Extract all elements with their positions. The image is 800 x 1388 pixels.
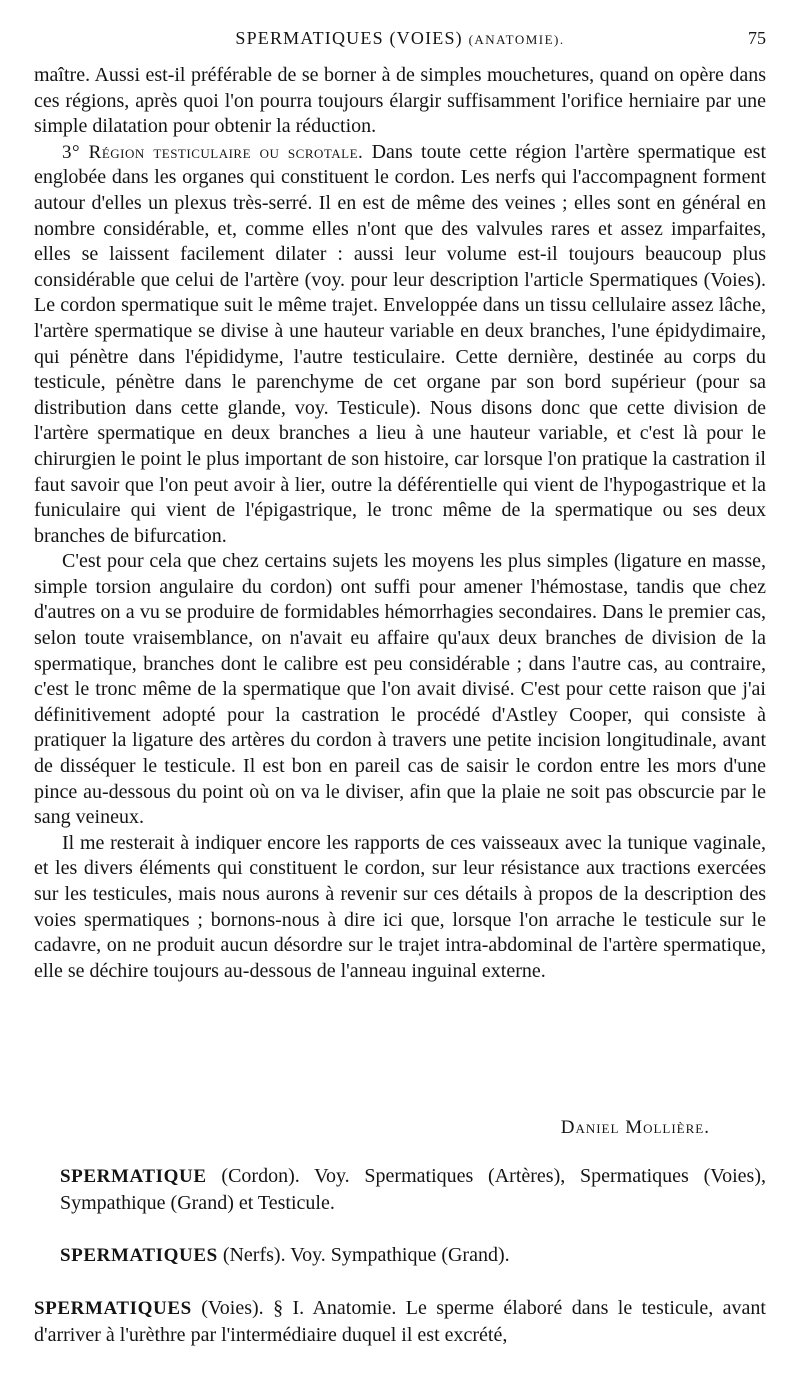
- page-number: 75: [748, 28, 766, 48]
- entry-headword: SPERMATIQUES: [34, 1298, 192, 1319]
- entry-spermatiques-voies: [34, 1295, 766, 1349]
- paragraph-3: C'est pour cela que chez certains sujets les moyens les plus simples (ligature en masse, simple torsion angulaire du cordon) ont suffi pour amener l'hémostase, tandis que chez d'autres on a vu se produire de formidables hémorrhagies secondaires. Dans le premier cas, selon toute vraisemblance, on n'avait eu affaire qu'aux deux branches de division de la spermatique, branches dont le calibre est peu considérable ; dans l'autre cas, au contraire, c'est le tronc même de la spermatique que l'on avait divisé. C'est pour cette raison que j'ai définitivement adopté pour la castration le procédé d'Astley Cooper, qui consiste à pratiquer la ligature des artères du cordon à travers une petite incision longitudinale, avant de disséquer le testicule. Il est bon en pareil cas de saisir le cordon entre les mors d'une pince au-dessous du point où on va le diviser, afin que la plaie ne soit pas obscurcie par le sang veineux.: [34, 550, 766, 829]
- entry-spermatique-cordon: [60, 1163, 766, 1217]
- entry-text: (Cordon). Voy. Spermatiques (Artères), Spermatiques (Voies), Sympathique (Grand) et Testicule.: [60, 1165, 766, 1214]
- entry-headword: SPERMATIQUE: [60, 1166, 207, 1187]
- entry-text: (Nerfs). Voy. Sympathique (Grand).: [217, 1244, 510, 1266]
- paragraph-4: Il me resterait à indiquer encore les rapports de ces vaisseaux avec la tunique vaginale, et les divers éléments qui constituent le cordon, sur leur résistance aux tractions exercées sur les testicules, mais nous aurons à revenir sur ces détails à propos de la description des voies spermatiques ; bornons-nous à dire ici que, lorsque l'on arrache le testicule sur le cadavre, on ne produit aucun désordre sur le trajet intra-abdominal de l'artère spermatique, elle se déchire toujours au-dessous de l'anneau inguinal externe.: [34, 831, 766, 982]
- paragraph-1: maître. Aussi est-il préférable de se borner à de simples mouchetures, quand on opère dans ces régions, après quoi l'on pourra toujours élargir suffisamment l'orifice herniaire par une simple dilatation pour obtenir la réduction.: [34, 64, 766, 138]
- body-text: [34, 63, 766, 984]
- entry-text: (Voies). § I. Anatomie. Le sperme élaboré dans le testicule, avant d'arriver à l'urèthre par l'intermédiaire duquel il est excrété,: [34, 1297, 766, 1346]
- author-signature: Daniel Mollière.: [560, 1117, 710, 1138]
- running-title: [34, 28, 766, 49]
- running-title-main: SPERMATIQUES (VOIES): [235, 28, 463, 48]
- entry-headword: SPERMATIQUES: [60, 1245, 218, 1266]
- section-lead: 3° Région testiculaire ou scrotale.: [62, 141, 364, 163]
- paragraph-2: 3° Région testiculaire ou scrotale. Dans toute cette région l'artère spermatique est englobée dans les organes qui constituent le cordon. Les nerfs qui l'accompagnent forment autour d'elles un plexus très-serré. Il en est de même des veines ; elles sont en général en nombre considérable, et, comme elles n'ont que des valvules rares et assez imparfaites, elles se laissent facilement dilater : aussi leur volume est-il toujours beaucoup plus considérable que celui de l'artère (voy. pour leur description l'article Spermatiques (Voies). Le cordon spermatique suit le même trajet. Enveloppée dans un tissu cellulaire assez lâche, l'artère spermatique se divise à une hauteur variable en deux branches, l'une épidydimaire, qui pénètre dans l'épididyme, l'autre testiculaire. Cette dernière, destinée au corps du testicule, pénètre dans le parenchyme de cet organe par son bord supérieur (pour sa distribution dans cette glande, voy. Testicule). Nous disons donc que cette division de l'artère spermatique en deux branches a lieu à une hauteur variable, et c'est là pour le chirurgien le point le plus important de son histoire, car lorsque l'on pratique la castration il faut savoir que l'on peut avoir à lier, outre la déférentielle qui vient de l'hypogastrique et la funiculaire qui vient de l'épigastrique, le tronc même de la spermatique ou ses deux branches de bifurcation.: [34, 140, 766, 547]
- entry-spermatiques-nerfs: [60, 1242, 780, 1269]
- running-head: [34, 26, 766, 54]
- running-title-sub: (ANATOMIE).: [468, 32, 565, 47]
